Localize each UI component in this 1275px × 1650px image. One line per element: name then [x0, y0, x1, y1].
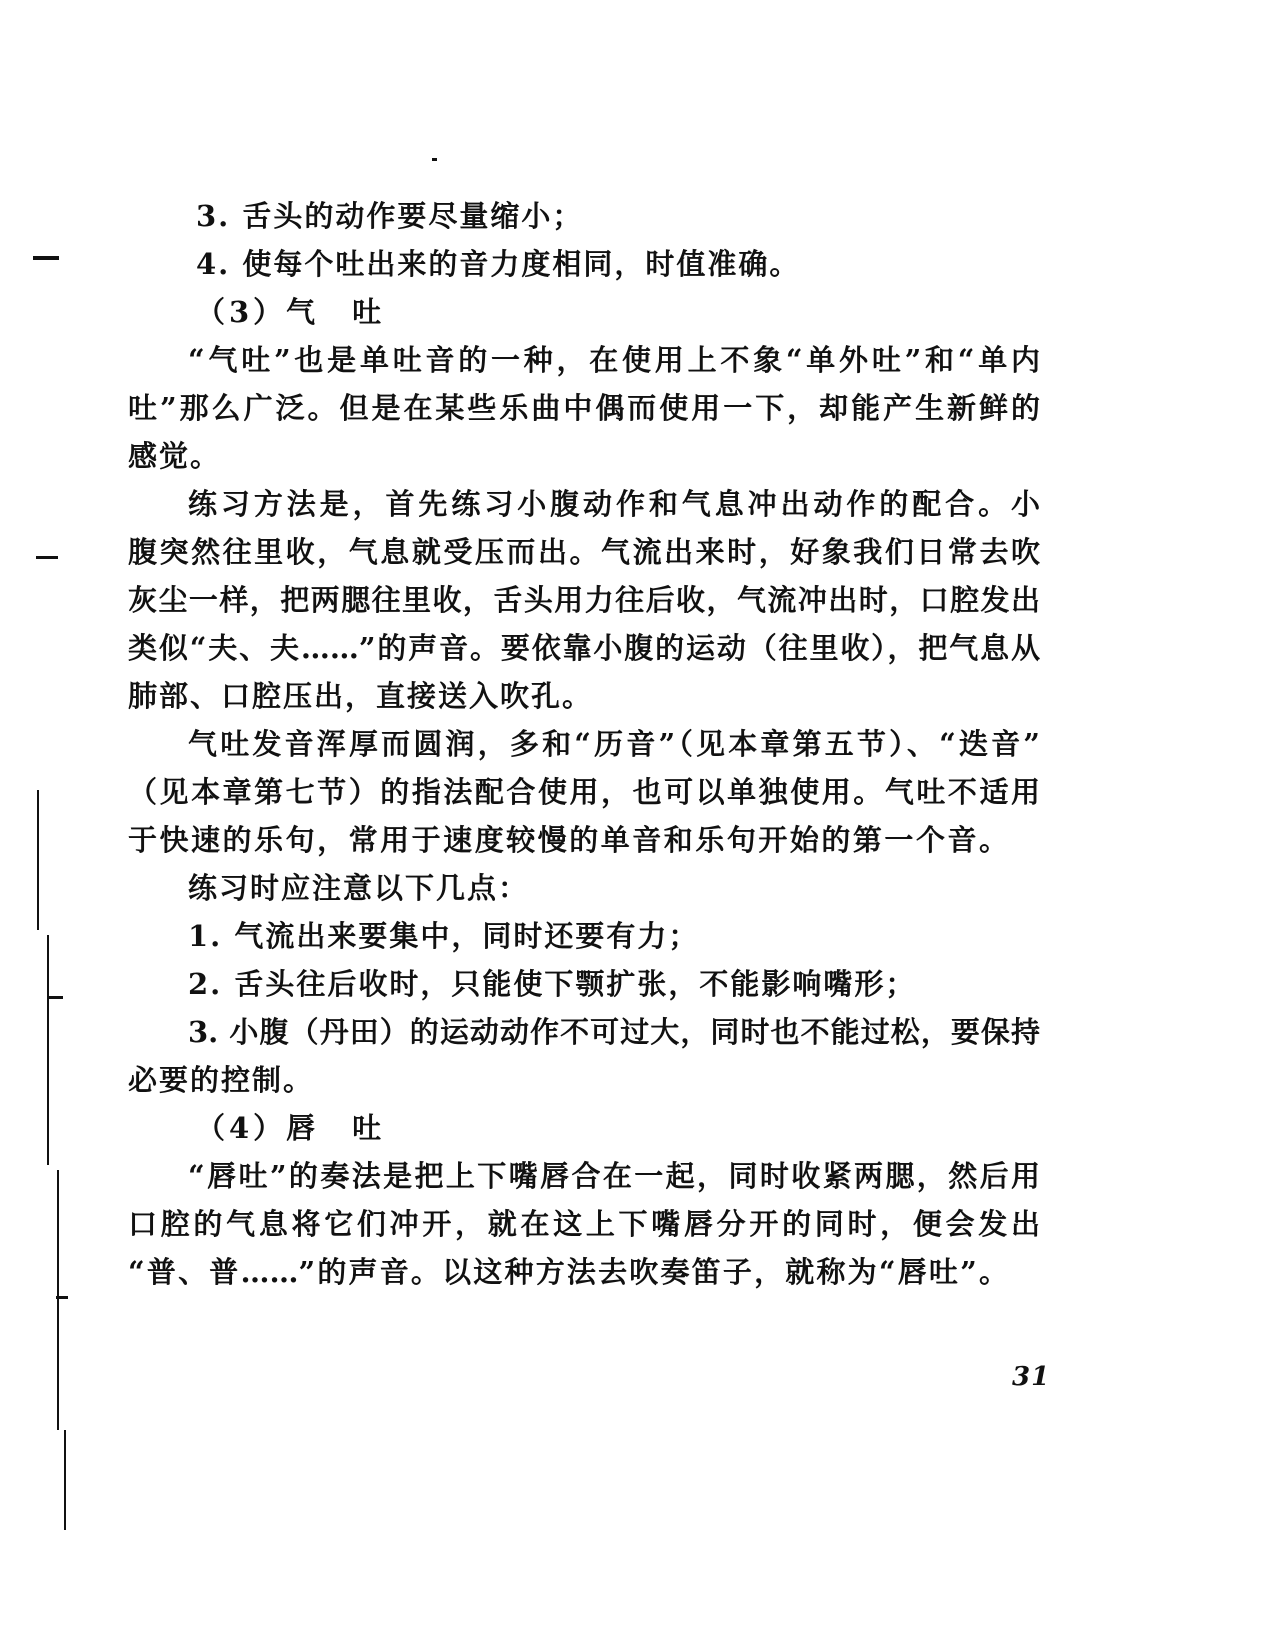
- paragraph-line: 练习方法是，首先练习小腹动作和气息冲出动作的配合。小: [188, 487, 1040, 521]
- paragraph-line: 类似“夫、夫……”的声音。要依靠小腹的运动（往里收），把气息从: [128, 631, 1040, 665]
- scan-vertical-line: [37, 790, 39, 930]
- paragraph-line: 练习时应注意以下几点：: [188, 871, 530, 905]
- list-item-3b: 3. 小腹（丹田）的运动动作不可过大，同时也不能过松，要保持: [188, 1015, 1040, 1049]
- paragraph-line: 腹突然往里收，气息就受压而出。气流出来时，好象我们日常去吹: [128, 535, 1040, 569]
- paragraph-line: 感觉。: [128, 439, 222, 473]
- paragraph-line: 必要的控制。: [128, 1063, 315, 1097]
- paragraph-line: 口腔的气息将它们冲开，就在这上下嘴唇分开的同时，便会发出: [128, 1207, 1040, 1241]
- page-number: 31: [1012, 1362, 1051, 1392]
- section-heading-chuntu: （4）唇 吐: [196, 1111, 386, 1145]
- list-item-3: 3. 舌头的动作要尽量缩小；: [196, 199, 584, 233]
- scan-mark: [49, 996, 63, 999]
- scan-vertical-line: [47, 935, 49, 1165]
- paragraph-line: “唇吐”的奏法是把上下嘴唇合在一起，同时收紧两腮，然后用: [188, 1159, 1040, 1193]
- scan-mark: [36, 556, 58, 559]
- paragraph-line: 吐”那么广泛。但是在某些乐曲中偶而使用一下，却能产生新鲜的: [128, 391, 1040, 425]
- paragraph-line: 灰尘一样，把两腮往里收，舌头用力往后收，气流冲出时，口腔发出: [128, 583, 1040, 617]
- list-item-1: 1. 气流出来要集中，同时还要有力；: [188, 919, 700, 953]
- paragraph-line: “气吐”也是单吐音的一种，在使用上不象“单外吐”和“单内: [188, 343, 1040, 377]
- paragraph-line: “普、普……”的声音。以这种方法去吹奏笛子，就称为“唇吐”。: [128, 1255, 1008, 1289]
- list-item-4: 4. 使每个吐出来的音力度相同，时值准确。: [196, 247, 801, 281]
- paragraph-line: 气吐发音浑厚而圆润，多和“历音”（见本章第五节）、“迭音”: [188, 727, 1040, 761]
- scan-vertical-line: [57, 1170, 59, 1430]
- paragraph-line: （见本章第七节）的指法配合使用，也可以单独使用。气吐不适用: [128, 775, 1040, 809]
- scan-vertical-line: [64, 1430, 66, 1530]
- list-item-2: 2. 舌头往后收时，只能使下颚扩张，不能影响嘴形；: [188, 967, 917, 1001]
- section-heading-qitu: （3）气 吐: [196, 295, 386, 329]
- paragraph-line: 肺部、口腔压出，直接送入吹孔。: [128, 679, 594, 713]
- paragraph-line: 于快速的乐句，常用于速度较慢的单音和乐句开始的第一个音。: [128, 823, 1008, 857]
- scan-mark: [33, 256, 59, 260]
- scan-dot: [432, 158, 437, 161]
